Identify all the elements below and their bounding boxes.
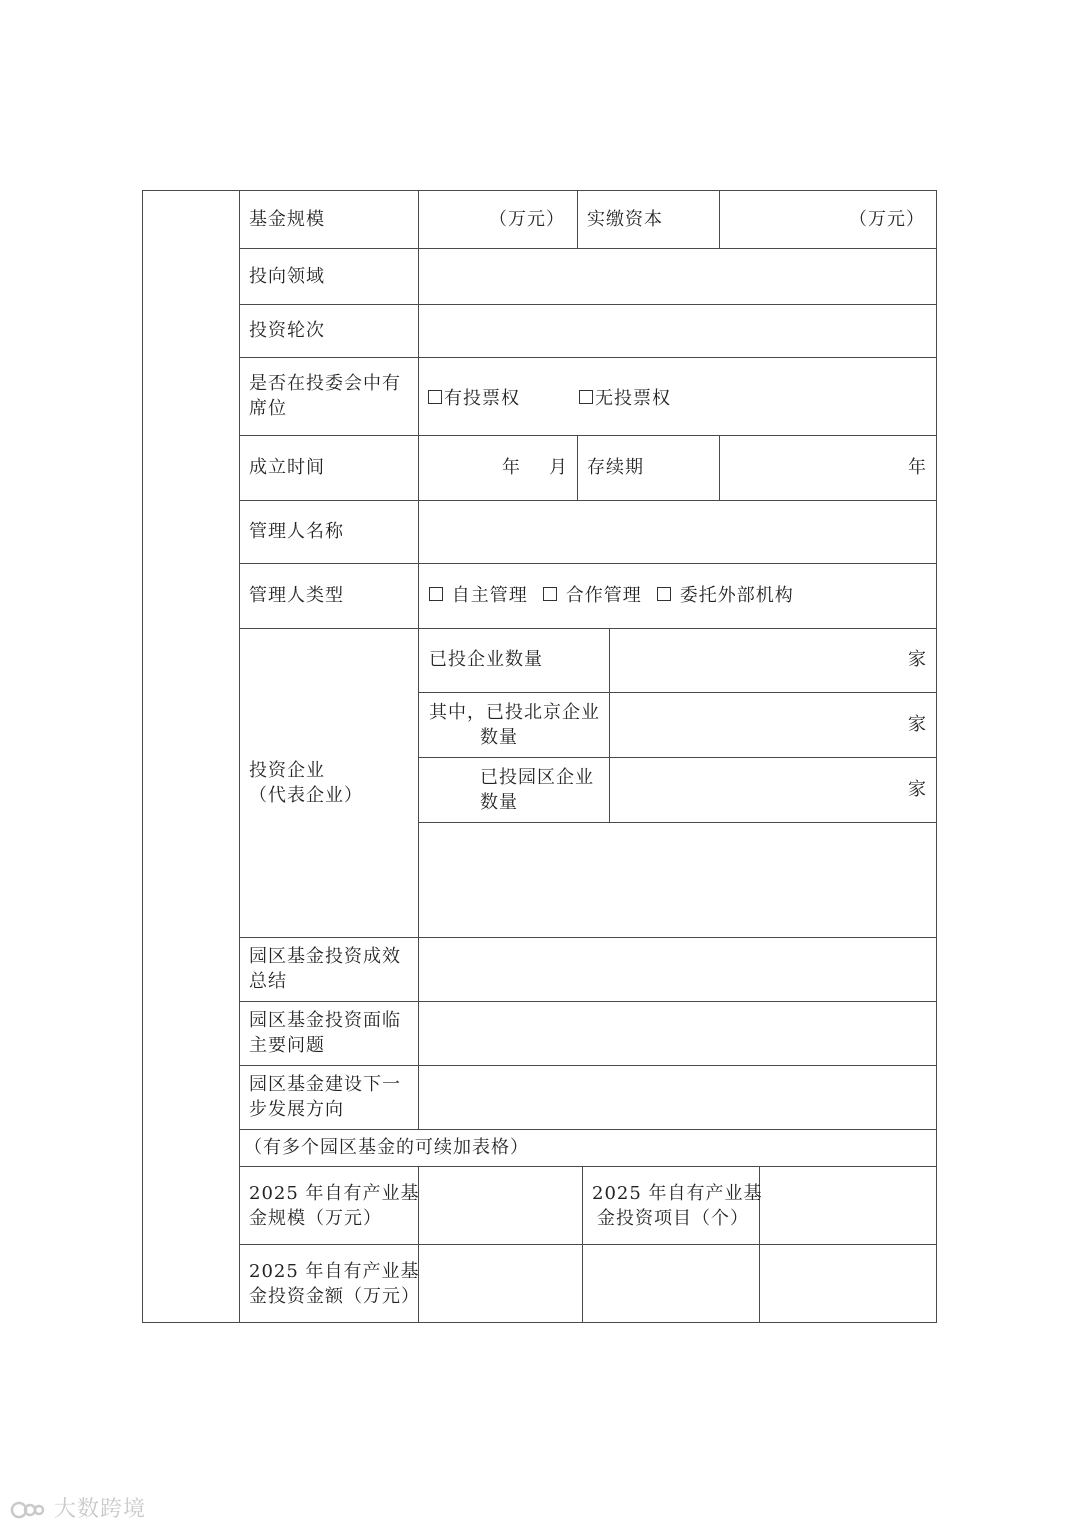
- vote-no-checkbox[interactable]: [579, 390, 593, 404]
- manager-type-checkbox[interactable]: [429, 587, 443, 601]
- investment-field-label: 投向领域: [249, 266, 325, 287]
- paid-in-capital-unit: （万元）: [849, 209, 925, 230]
- duration-label: 存续期: [587, 457, 644, 478]
- grid-line: [239, 1065, 937, 1066]
- invested-companies-label: 投资企业: [249, 760, 325, 781]
- vote-yes-checkbox[interactable]: [428, 390, 442, 404]
- grid-line: [142, 190, 143, 1323]
- grid-line: [142, 190, 937, 191]
- own-fund-scale-label: 2025 年自有产业基: [249, 1183, 420, 1204]
- manager-name-label: 管理人名称: [249, 521, 344, 542]
- fund-scale-label: 基金规模: [249, 209, 325, 230]
- vote-no-option[interactable]: [579, 386, 671, 411]
- grid-line: [239, 1244, 937, 1245]
- grid-line: [239, 435, 937, 436]
- next-direction-label: 园区基金建设下一: [249, 1074, 401, 1095]
- grid-line: [577, 190, 578, 248]
- paid-in-capital-label: 实缴资本: [587, 209, 663, 230]
- watermark-logo-icon: [10, 1498, 46, 1522]
- investment-results-label: 园区基金投资成效: [249, 946, 401, 967]
- grid-line: [239, 304, 937, 305]
- own-fund-amount-label: 2025 年自有产业基: [249, 1261, 420, 1282]
- committee-seat-label: 是否在投委会中有: [249, 373, 401, 394]
- manager-type-label: 管理人类型: [249, 585, 344, 606]
- grid-line: [418, 757, 937, 758]
- park-count-label: 已投园区企业: [480, 767, 594, 788]
- main-problems-label: 园区基金投资面临: [249, 1010, 401, 1031]
- next-direction-label-2: 步发展方向: [249, 1099, 344, 1120]
- own-fund-scale-label-2: 金规模（万元）: [249, 1208, 382, 1229]
- invested-count-unit: 家: [908, 649, 927, 670]
- grid-line: [936, 190, 937, 1323]
- continuation-note: （有多个园区基金的可续加表格）: [244, 1137, 529, 1158]
- vote-no-text: 无投票权: [595, 388, 671, 409]
- grid-line: [239, 1129, 937, 1130]
- own-fund-projects-label: 2025 年自有产业基: [592, 1183, 763, 1204]
- grid-line: [239, 1001, 937, 1002]
- manager-type-option-coop[interactable]: [543, 583, 642, 608]
- manager-type-text: 自主管理: [451, 585, 528, 606]
- manager-type-checkbox[interactable]: [543, 587, 557, 601]
- manager-type-text: 合作管理: [565, 585, 642, 606]
- own-fund-amount-label-2: 金投资金额（万元）: [249, 1286, 420, 1307]
- grid-line: [719, 190, 720, 248]
- grid-line: [239, 248, 937, 249]
- establishment-year-unit: 年: [502, 457, 521, 478]
- own-fund-projects-label-2: 金投资项目（个）: [597, 1208, 749, 1229]
- park-count-unit: 家: [908, 779, 927, 800]
- watermark: [10, 1492, 146, 1523]
- manager-type-text: 委托外部机构: [679, 585, 794, 606]
- duration-unit: 年: [908, 457, 927, 478]
- park-count-label-2: 数量: [480, 792, 518, 813]
- grid-line: [142, 1322, 937, 1323]
- grid-line: [239, 357, 937, 358]
- manager-type-option-external[interactable]: [657, 583, 794, 608]
- grid-line: [239, 937, 937, 938]
- vote-yes-text: 有投票权: [444, 388, 520, 409]
- grid-line: [239, 190, 240, 1323]
- grid-line: [239, 628, 937, 629]
- investment-round-label: 投资轮次: [249, 320, 325, 341]
- grid-line: [239, 1166, 937, 1167]
- manager-type-option-self[interactable]: [429, 583, 528, 608]
- invested-count-label: 已投企业数量: [429, 649, 543, 670]
- investment-results-label-2: 总结: [249, 971, 287, 992]
- grid-line: [239, 500, 937, 501]
- establishment-month-unit: 月: [549, 457, 568, 478]
- main-problems-label-2: 主要问题: [249, 1035, 325, 1056]
- beijing-count-label-2: 数量: [480, 727, 518, 748]
- committee-seat-label-2: 席位: [249, 398, 287, 419]
- grid-line: [418, 692, 937, 693]
- vote-yes-option[interactable]: [428, 386, 520, 411]
- establishment-time-label: 成立时间: [249, 457, 325, 478]
- beijing-count-unit: 家: [908, 714, 927, 735]
- fund-scale-unit: （万元）: [489, 209, 565, 230]
- grid-line: [418, 822, 937, 823]
- manager-type-checkbox[interactable]: [657, 587, 671, 601]
- grid-line: [582, 1166, 583, 1323]
- grid-line: [577, 435, 578, 500]
- watermark-text: 大数跨境: [54, 1497, 147, 1522]
- grid-line: [719, 435, 720, 500]
- grid-line: [609, 628, 610, 822]
- grid-line: [239, 563, 937, 564]
- invested-companies-sublabel: （代表企业）: [249, 785, 363, 806]
- beijing-count-label: 其中，已投北京企业: [429, 702, 600, 723]
- grid-line: [418, 190, 419, 1130]
